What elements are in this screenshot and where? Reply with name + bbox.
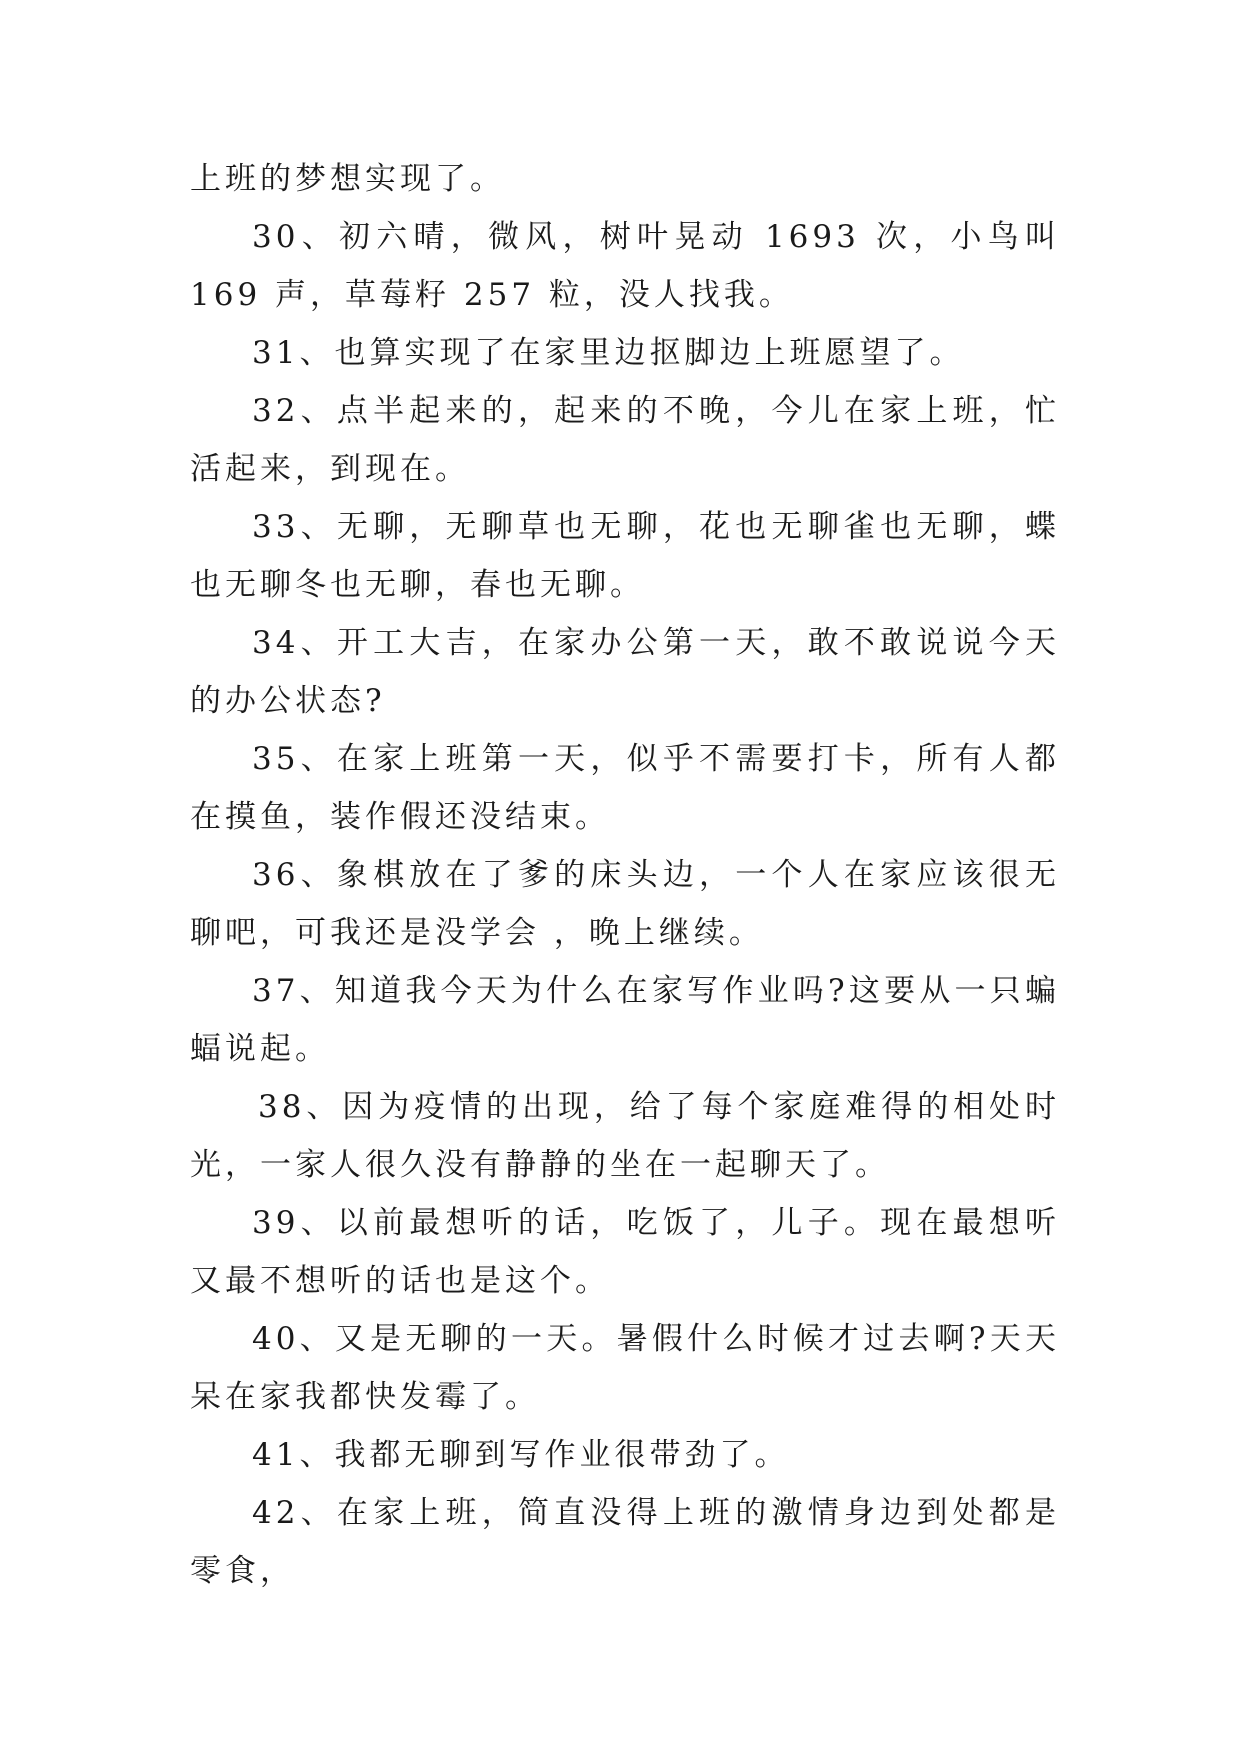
paragraph-item-40: 40、又是无聊的一天。暑假什么时候才过去啊?天天呆在家我都快发霉了。 [190, 1321, 1060, 1415]
paragraph-item-38: 38、因为疫情的出现，给了每个家庭难得的相处时光，一家人很久没有静静的坐在一起聊天了。 [190, 1089, 1060, 1183]
paragraph-item-35: 35、在家上班第一天，似乎不需要打卡，所有人都在摸鱼，装作假还没结束。 [190, 741, 1060, 835]
paragraph-item-33: 33、无聊，无聊草也无聊，花也无聊雀也无聊，蝶也无聊冬也无聊，春也无聊。 [190, 509, 1060, 603]
document-body [190, 150, 1060, 1600]
paragraph-item-42: 42、在家上班，简直没得上班的激情身边到处都是零食， [190, 1495, 1060, 1589]
paragraph-item-34: 34、开工大吉，在家办公第一天，敢不敢说说今天的办公状态? [190, 625, 1060, 719]
paragraph-item-36: 36、象棋放在了爹的床头边，一个人在家应该很无聊吧，可我还是没学会 ，晚上继续。 [190, 857, 1060, 951]
paragraph-item-32: 32、点半起来的，起来的不晚，今儿在家上班，忙活起来，到现在。 [190, 393, 1060, 487]
paragraph-item-37: 37、知道我今天为什么在家写作业吗?这要从一只蝙蝠说起。 [190, 973, 1060, 1067]
paragraph-continuation: 上班的梦想实现了。 [190, 161, 505, 197]
paragraph-item-41: 41、我都无聊到写作业很带劲了。 [252, 1437, 790, 1473]
paragraph-item-39: 39、以前最想听的话，吃饭了，儿子。现在最想听又最不想听的话也是这个。 [190, 1205, 1060, 1299]
paragraph-item-31: 31、也算实现了在家里边抠脚边上班愿望了。 [252, 335, 965, 371]
paragraph-item-30: 30、初六晴，微风，树叶晃动 1693 次，小鸟叫 169 声，草莓籽 257 粒，没人找我。 [190, 219, 1060, 313]
